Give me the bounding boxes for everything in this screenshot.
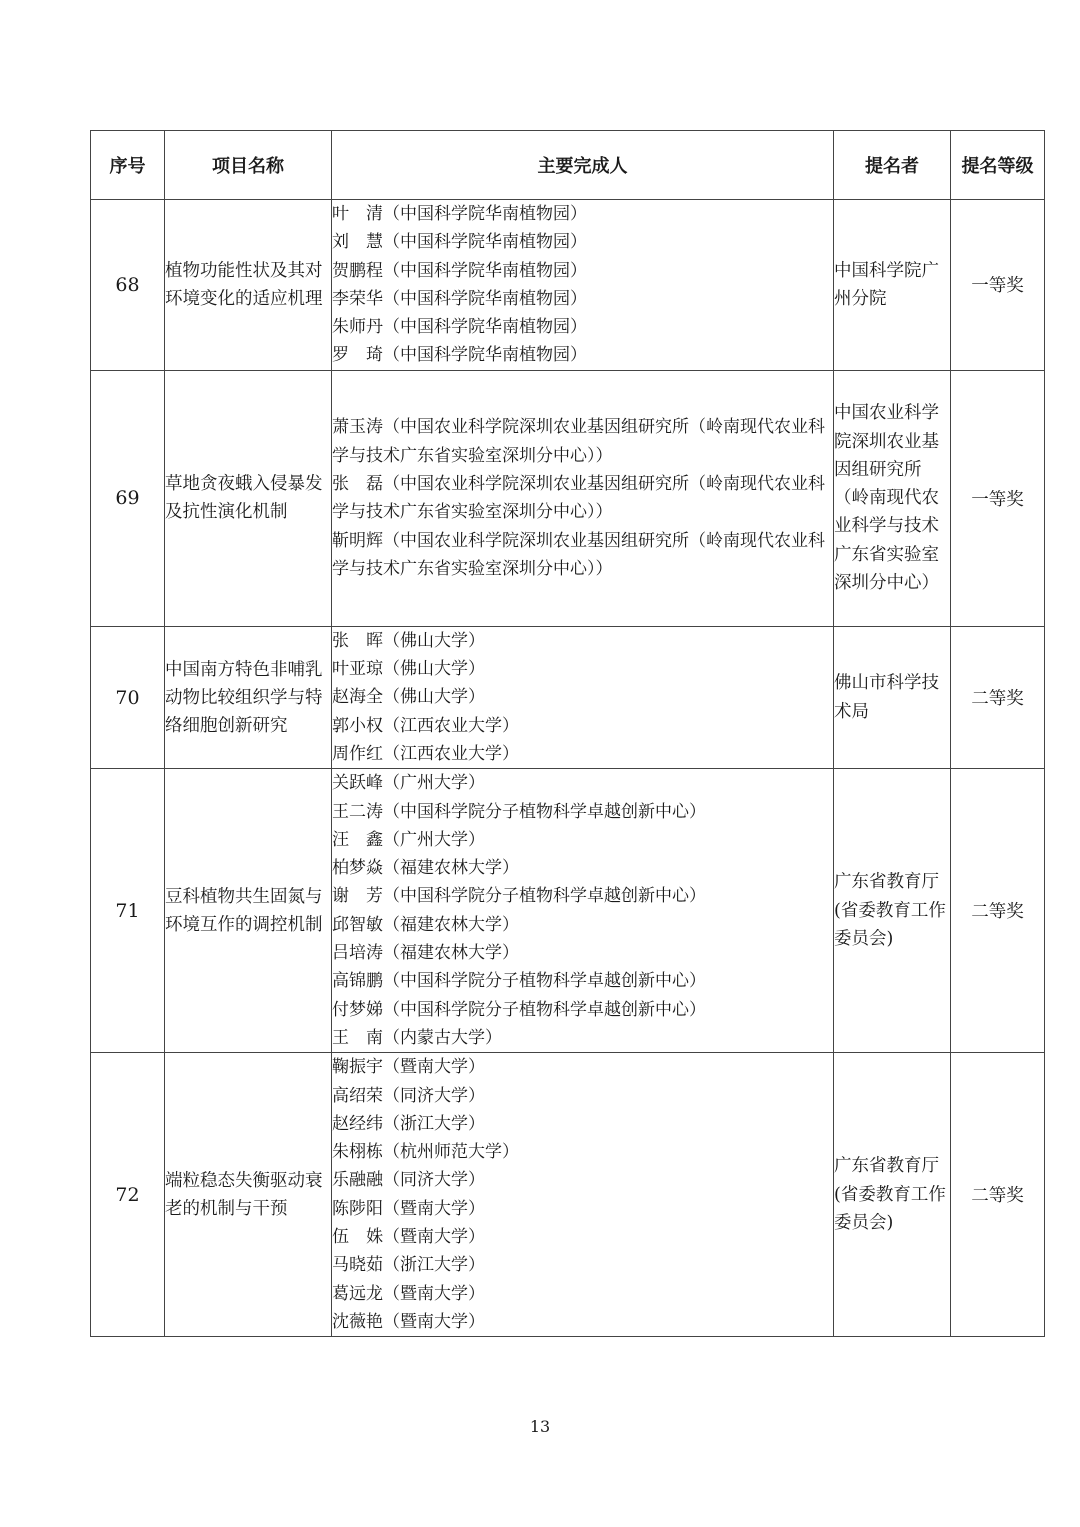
contributor: 周作红（江西农业大学） — [332, 743, 519, 764]
contributor: 吕培涛（福建农林大学） — [332, 943, 519, 964]
contributor: 贺鹏程（中国科学院华南植物园） — [332, 260, 587, 281]
contributor: 郭小权（江西农业大学） — [332, 715, 519, 736]
contributor: 叶亚琼（佛山大学） — [332, 659, 485, 680]
contributor: 赵海全（佛山大学） — [332, 687, 485, 708]
contributor: 葛远龙（暨南大学） — [332, 1283, 485, 1304]
project-name: 草地贪夜蛾入侵暴发及抗性演化机制 — [165, 370, 332, 626]
contributor: 王二涛（中国科学院分子植物科学卓越创新中心） — [332, 801, 706, 822]
header-no: 序号 — [91, 131, 165, 200]
contributor: 朱师丹（中国科学院华南植物园） — [332, 317, 587, 338]
table-header-row — [91, 131, 1045, 200]
table-row — [91, 769, 1045, 1053]
table-row — [91, 1053, 1045, 1337]
project-name: 豆科植物共生固氮与环境互作的调控机制 — [165, 769, 332, 1053]
nomination-grade: 一等奖 — [951, 200, 1045, 371]
contributor: 罗 琦（中国科学院华南植物园） — [332, 345, 587, 366]
contributor: 沈薇艳（暨南大学） — [332, 1311, 485, 1332]
row-number: 68 — [91, 200, 165, 371]
contributor: 鞠振宇（暨南大学） — [332, 1057, 485, 1078]
nomination-grade: 一等奖 — [951, 370, 1045, 626]
contributor: 李荣华（中国科学院华南植物园） — [332, 288, 587, 309]
contributor: 张 晖（佛山大学） — [332, 630, 485, 651]
contributor: 高锦鹏（中国科学院分子植物科学卓越创新中心） — [332, 971, 706, 992]
contributor: 柏梦焱（福建农林大学） — [332, 858, 519, 879]
contributor: 萧玉涛（中国农业科学院深圳农业基因组研究所（岭南现代农业科学与技术广东省实验室深圳分中心）） — [332, 417, 825, 466]
page-number: 13 — [529, 1417, 551, 1436]
header-grade: 提名等级 — [951, 131, 1045, 200]
contributor: 靳明辉（中国农业科学院深圳农业基因组研究所（岭南现代农业科学与技术广东省实验室深圳分中心）） — [332, 530, 825, 579]
table-row — [91, 200, 1045, 371]
header-people: 主要完成人 — [332, 131, 834, 200]
contributor: 陈陟阳（暨南大学） — [332, 1198, 485, 1219]
contributor: 乐融融（同济大学） — [332, 1170, 485, 1191]
main-contributors — [332, 370, 834, 626]
nominator: 中国农业科学院深圳农业基因组研究所（岭南现代农业科学与技术广东省实验室深圳分中心） — [834, 370, 951, 626]
row-number: 71 — [91, 769, 165, 1053]
project-name: 植物功能性状及其对环境变化的适应机理 — [165, 200, 332, 371]
header-nominator: 提名者 — [834, 131, 951, 200]
contributor: 付梦娣（中国科学院分子植物科学卓越创新中心） — [332, 999, 706, 1020]
nomination-grade: 二等奖 — [951, 626, 1045, 768]
table-row — [91, 626, 1045, 768]
contributor: 朱栩栋（杭州师范大学） — [332, 1142, 519, 1163]
project-name: 中国南方特色非哺乳动物比较组织学与特络细胞创新研究 — [165, 626, 332, 768]
contributor: 高绍荣（同济大学） — [332, 1085, 485, 1106]
contributor: 张 磊（中国农业科学院深圳农业基因组研究所（岭南现代农业科学与技术广东省实验室深圳分中心）） — [332, 473, 825, 523]
contributor: 伍 姝（暨南大学） — [332, 1227, 485, 1248]
contributor: 马晓茹（浙江大学） — [332, 1255, 485, 1276]
contributor: 汪 鑫（广州大学） — [332, 829, 485, 850]
awards-table — [90, 130, 1045, 1337]
contributor: 谢 芳（中国科学院分子植物科学卓越创新中心） — [332, 886, 706, 907]
contributor: 叶 清（中国科学院华南植物园） — [332, 204, 587, 224]
nominator: 佛山市科学技术局 — [834, 626, 951, 768]
main-contributors — [332, 1053, 834, 1337]
contributor: 关跃峰（广州大学） — [332, 773, 485, 794]
row-number: 72 — [91, 1053, 165, 1337]
contributor: 赵经纬（浙江大学） — [332, 1113, 485, 1134]
row-number: 69 — [91, 370, 165, 626]
contributor: 邱智敏（福建农林大学） — [332, 914, 519, 935]
main-contributors — [332, 626, 834, 768]
header-project: 项目名称 — [165, 131, 332, 200]
contributor: 刘 慧（中国科学院华南植物园） — [332, 232, 587, 253]
row-number: 70 — [91, 626, 165, 768]
nominator: 中国科学院广州分院 — [834, 200, 951, 371]
main-contributors — [332, 769, 834, 1053]
project-name: 端粒稳态失衡驱动衰老的机制与干预 — [165, 1053, 332, 1337]
nominator: 广东省教育厅(省委教育工作委员会) — [834, 1053, 951, 1337]
nomination-grade: 二等奖 — [951, 769, 1045, 1053]
main-contributors — [332, 200, 834, 371]
table-row — [91, 370, 1045, 626]
nominator: 广东省教育厅(省委教育工作委员会) — [834, 769, 951, 1053]
contributor: 王 南（内蒙古大学） — [332, 1027, 502, 1048]
nomination-grade: 二等奖 — [951, 1053, 1045, 1337]
